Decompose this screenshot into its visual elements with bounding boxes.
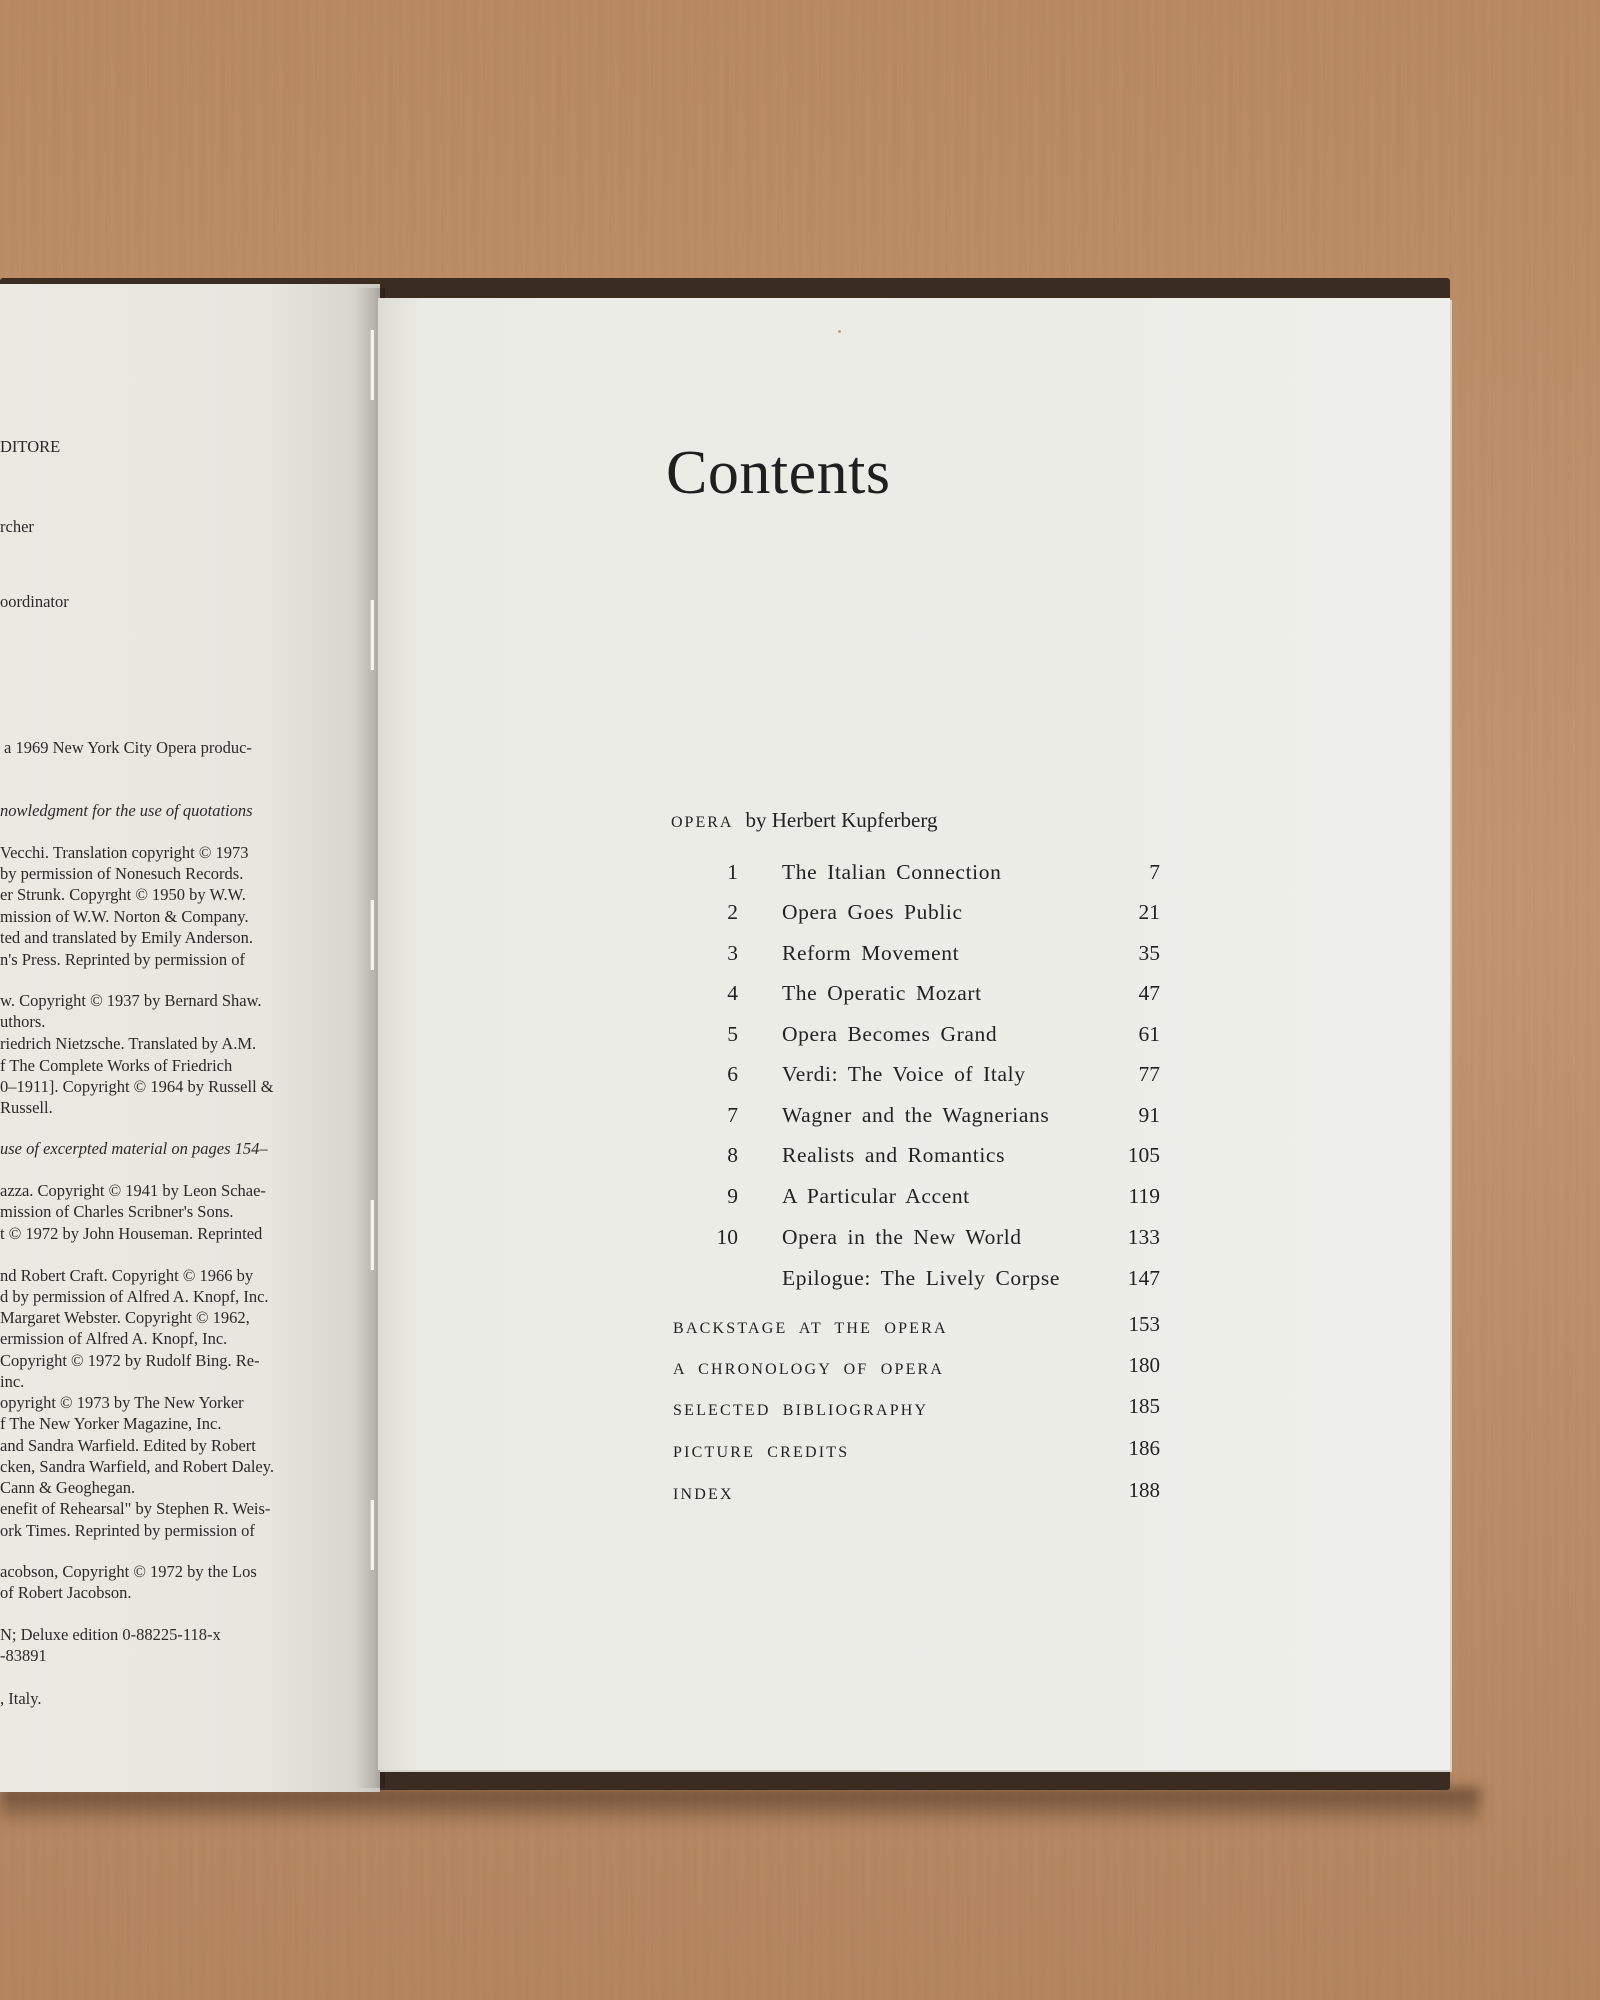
left-line: ted and translated by Emily Anderson. (0, 928, 253, 947)
back-matter-title: BACKSTAGE AT THE OPERA (673, 1320, 948, 1337)
left-line: azza. Copyright © 1941 by Leon Schae- (0, 1181, 266, 1200)
page-number: 185 (1128, 1394, 1160, 1418)
back-matter-row (673, 1436, 1160, 1472)
left-line: Copyright © 1972 by Rudolf Bing. Re- (0, 1351, 260, 1370)
section-caps: OPERA (671, 814, 734, 831)
toc-row (700, 981, 1160, 1011)
page-number: 186 (1128, 1436, 1160, 1460)
chapter-title: Epilogue: The Lively Corpse (782, 1266, 1060, 1290)
left-line: Cann & Geoghegan. (0, 1478, 136, 1497)
page-title: Contents (666, 439, 891, 507)
page-number: 180 (1128, 1353, 1160, 1377)
toc-row (700, 1062, 1160, 1092)
left-line: use of excerpted material on pages 154– (0, 1139, 268, 1158)
toc-row (700, 1103, 1160, 1133)
chapter-number: 2 (727, 900, 738, 924)
left-line: of Robert Jacobson. (0, 1583, 132, 1602)
left-line: ermission of Alfred A. Knopf, Inc. (0, 1329, 228, 1348)
left-line: 0–1911]. Copyright © 1964 by Russell & (0, 1077, 274, 1096)
chapter-title: Opera in the New World (782, 1225, 1022, 1249)
left-line: and Sandra Warfield. Edited by Robert (0, 1436, 256, 1455)
left-line: acobson, Copyright © 1972 by the Los (0, 1562, 257, 1581)
left-line: ork Times. Reprinted by permission of (0, 1521, 255, 1540)
toc-row (700, 1143, 1160, 1173)
page-number: 188 (1128, 1478, 1160, 1502)
left-line: , Italy. (0, 1689, 42, 1708)
page-number: 91 (1138, 1103, 1160, 1127)
left-line: Margaret Webster. Copyright © 1962, (0, 1308, 250, 1327)
page-number: 105 (1127, 1143, 1160, 1167)
page-number: 61 (1138, 1022, 1160, 1046)
page-number: 153 (1128, 1312, 1160, 1336)
toc-row (700, 900, 1160, 930)
left-line: uthors. (0, 1012, 46, 1031)
paper-speck (838, 330, 841, 333)
left-line: mission of Charles Scribner's Sons. (0, 1202, 234, 1221)
book-shadow (0, 1788, 1480, 1828)
toc-row (700, 1022, 1160, 1052)
chapter-title: Opera Becomes Grand (782, 1022, 998, 1046)
chapter-title: Reform Movement (782, 941, 960, 965)
section-author: by Herbert Kupferberg (745, 808, 938, 832)
left-line: n's Press. Reprinted by permission of (0, 950, 245, 969)
left-line: t © 1972 by John Houseman. Reprinted (0, 1224, 263, 1243)
left-line: Vecchi. Translation copyright © 1973 (0, 843, 249, 862)
chapter-title: Opera Goes Public (782, 900, 963, 924)
left-line: nd Robert Craft. Copyright © 1966 by (0, 1266, 254, 1285)
back-matter-title: SELECTED BIBLIOGRAPHY (673, 1402, 929, 1419)
toc-row (700, 860, 1160, 890)
back-matter-row (673, 1312, 1160, 1348)
left-line: Russell. (0, 1098, 53, 1117)
toc-row (700, 941, 1160, 971)
toc-row (700, 1184, 1160, 1214)
back-matter-row (673, 1478, 1160, 1514)
left-line: by permission of Nonesuch Records. (0, 864, 244, 883)
left-line: mission of W.W. Norton & Company. (0, 907, 249, 926)
chapter-number: 9 (727, 1184, 738, 1208)
left-line: f The Complete Works of Friedrich (0, 1056, 233, 1075)
left-line: N; Deluxe edition 0-88225-118-x (0, 1625, 221, 1644)
chapter-number: 5 (727, 1022, 738, 1046)
page-number: 21 (1138, 900, 1160, 924)
binding-stitch (370, 600, 374, 670)
back-matter-row (673, 1394, 1160, 1430)
left-line: cken, Sandra Warfield, and Robert Daley. (0, 1457, 275, 1476)
binding-stitch (370, 1500, 374, 1570)
page-number: 77 (1138, 1062, 1160, 1086)
left-line: inc. (0, 1372, 25, 1391)
chapter-number: 3 (727, 941, 738, 965)
chapter-title: The Italian Connection (782, 860, 1002, 884)
chapter-title: Wagner and the Wagnerians (782, 1103, 1050, 1127)
left-line: er Strunk. Copyrght © 1950 by W.W. (0, 885, 246, 904)
chapter-number: 4 (727, 981, 738, 1005)
page-number: 147 (1127, 1266, 1160, 1290)
chapter-title: Verdi: The Voice of Italy (782, 1062, 1026, 1086)
back-matter-title: A CHRONOLOGY OF OPERA (673, 1361, 945, 1378)
left-line: d by permission of Alfred A. Knopf, Inc. (0, 1287, 269, 1306)
page-number: 7 (1149, 860, 1160, 884)
left-line: nowledgment for the use of quotations (0, 801, 253, 820)
page-number: 119 (1128, 1184, 1160, 1208)
left-line: oordinator (0, 592, 69, 611)
page-number: 133 (1127, 1225, 1160, 1249)
page-number: 47 (1138, 981, 1160, 1005)
back-matter-title: INDEX (673, 1486, 734, 1503)
left-line: rcher (0, 517, 34, 536)
left-line: DITORE (0, 437, 61, 456)
chapter-number: 10 (716, 1225, 738, 1249)
chapter-number: 7 (727, 1103, 738, 1127)
left-page (0, 284, 380, 1792)
chapter-title: A Particular Accent (782, 1184, 970, 1208)
left-line: opyright © 1973 by The New Yorker (0, 1393, 244, 1412)
copyright-text (0, 284, 380, 1792)
page-number: 35 (1138, 941, 1160, 965)
left-line: riedrich Nietzsche. Translated by A.M. (0, 1034, 257, 1053)
toc-row (700, 1266, 1160, 1296)
back-matter-title: PICTURE CREDITS (673, 1444, 850, 1461)
left-line: -83891 (0, 1646, 47, 1665)
chapter-number: 1 (727, 860, 738, 884)
left-line: a 1969 New York City Opera produc- (4, 738, 252, 757)
toc-row (700, 1225, 1160, 1255)
binding-stitch (370, 330, 374, 400)
left-line: w. Copyright © 1937 by Bernard Shaw. (0, 991, 262, 1010)
chapter-title: The Operatic Mozart (782, 981, 982, 1005)
left-line: f The New Yorker Magazine, Inc. (0, 1414, 222, 1433)
chapter-title: Realists and Romantics (782, 1143, 1006, 1167)
chapter-number: 6 (727, 1062, 738, 1086)
section-heading (671, 808, 938, 833)
binding-stitch (370, 1200, 374, 1270)
binding-stitch (370, 900, 374, 970)
chapter-number: 8 (727, 1143, 738, 1167)
left-line: enefit of Rehearsal" by Stephen R. Weis- (0, 1499, 271, 1518)
back-matter-row (673, 1353, 1160, 1389)
